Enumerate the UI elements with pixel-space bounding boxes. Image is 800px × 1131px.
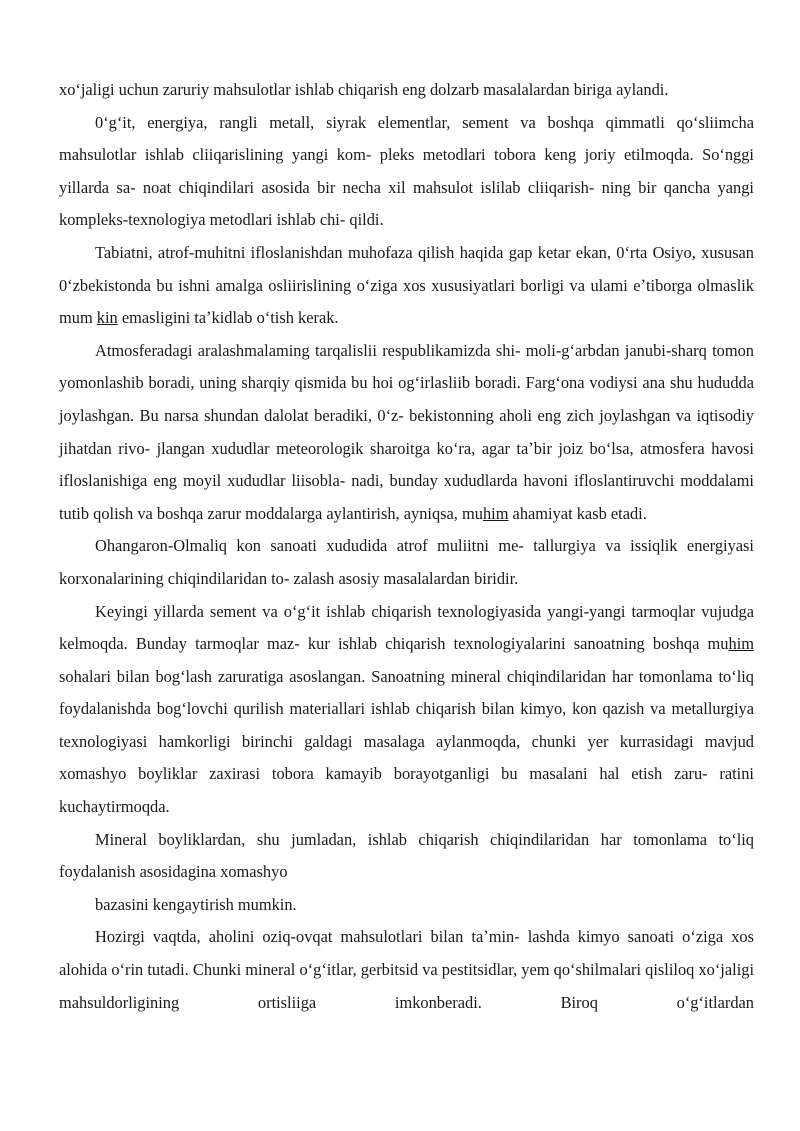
paragraph-3-text-end: emasligini taʼkidlab oʻtish kerak.: [117, 308, 339, 328]
underlined-word: him: [728, 634, 754, 654]
paragraph-8-text: bazasini kengaytirish mumkin.: [95, 894, 297, 914]
paragraph-7: [59, 824, 754, 889]
document-body: [59, 74, 754, 1019]
paragraph-4-text-end: ahamiyat kasb etadi.: [508, 503, 647, 523]
underlined-word: kin: [96, 308, 118, 328]
paragraph-1: [59, 74, 754, 107]
paragraph-6-text-end: sohalari bilan bogʻlash zaruratiga asoslangan. Sanoatning mineral chiqindilaridan har tomonlama toʻliq foydalanishda bogʻlovchi qurilish materiallari ishlab chiqarish bilan kimyo, kon qazish va metallurgiya texnologiyasi hamkorligi birinchi galdagi masalaga aylanmoqda, chunki yer kurrasidagi mavjud xomashyo boyliklar zaxirasi tobora kamayib borayotganligi bu masalani hal etish zaru- ratini kuchaytirmoqda.: [59, 666, 754, 817]
underlined-word: him: [482, 503, 509, 523]
paragraph-3-text-start: Tabiatni, atrof-muhitni ifloslanishdan muhofaza qilish haqida gap ketar ekan, 0ʻrta Osiyo, xususan 0ʻzbekistonda bu ishni amalga osliirislining oʻziga xos xususiyatlari borligi va ulami eʼtiborga olmaslik mum: [59, 242, 754, 328]
paragraph-5: [59, 530, 754, 595]
paragraph-9-text: Hozirgi vaqtda, aholini oziq-ovqat mahsulotlari bilan taʼmin- lashda kimyo sanoati oʻziga xos alohida oʻrin tutadi. Chunki mineral oʻgʻitlar, gerbitsid va pestitsidlar, yem qoʻshilmalari qisliloq xoʻjaligi mahsuldorligining ortisliiga imkonberadi. Biroq oʻgʻitlardan: [59, 927, 754, 1012]
paragraph-6-text-start: Keyingi yillarda sement va oʻgʻit ishlab chiqarish texnologiyasida yangi-yangi tarmoqlar vujudga kelmoqda. Bunday tarmoqlar maz- kur ishlab chiqarish texnologiyalarini sanoatning boshqa mu: [59, 601, 754, 654]
paragraph-3: [59, 237, 754, 335]
paragraph-7-text: Mineral boyliklardan, shu jumladan, ishlab chiqarish chiqindilaridan har tomonlama toʻliq foydalanish asosidagina xomashyo: [59, 829, 754, 882]
paragraph-1-text: xoʻjaligi uchun zaruriy mahsulotlar ishlab chiqarish eng dolzarb masalalardan biriga aylandi.: [59, 80, 669, 99]
paragraph-9: [59, 921, 754, 1019]
paragraph-4: [59, 335, 754, 531]
paragraph-6: [59, 596, 754, 824]
paragraph-2: [59, 107, 754, 237]
paragraph-5-text: Ohangaron-Olmaliq kon sanoati xududida atrof muliitni me- tallurgiya va issiqlik energiyasi korxonalarining chiqindilaridan to- zalash asosiy masalalardan biridir.: [59, 536, 754, 588]
paragraph-2-text: 0ʻgʻit, energiya, rangli metall, siyrak elementlar, sement va boshqa qimmatli qoʻsliimcha mahsulotlar ishlab cliiqarislining yangi kom- pleks metodlari tobora keng joriy etilmoqda. Soʻnggi yillarda sa- noat chiqindilari asosida bir necha xil mahsulot islilab cliiqarish- ning bir qancha yangi kompleks-texnologiya metodlari ishlab chi- qildi.: [59, 112, 754, 230]
paragraph-8: [59, 889, 754, 922]
paragraph-4-text-start: Atmosferadagi aralashmalaming tarqalislii respublikamizda shi- moli-gʻarbdan janubi-sharq tomon yomonlashib boradi, uning sharqiy qismida bu hoi ogʻirlasliib boradi. Fargʻona vodiysi ana shu hududda joylashgan. Bu narsa shundan dalolat beradiki, 0ʻz- bekistonning aholi eng zich joylashgan va iqtisodiy jihatdan rivo- jlangan xududlar meteorologik sharoitga koʻra, agar taʼbir joiz boʻlsa, atmosfera havosi ifloslanishiga eng moyil xududlar liisobla- nadi, bunday xududlarda havoni ifloslantiruvchi moddalami tutib qolish va boshqa zarur moddalarga aylantirish, ayniqsa, mu: [59, 340, 754, 523]
